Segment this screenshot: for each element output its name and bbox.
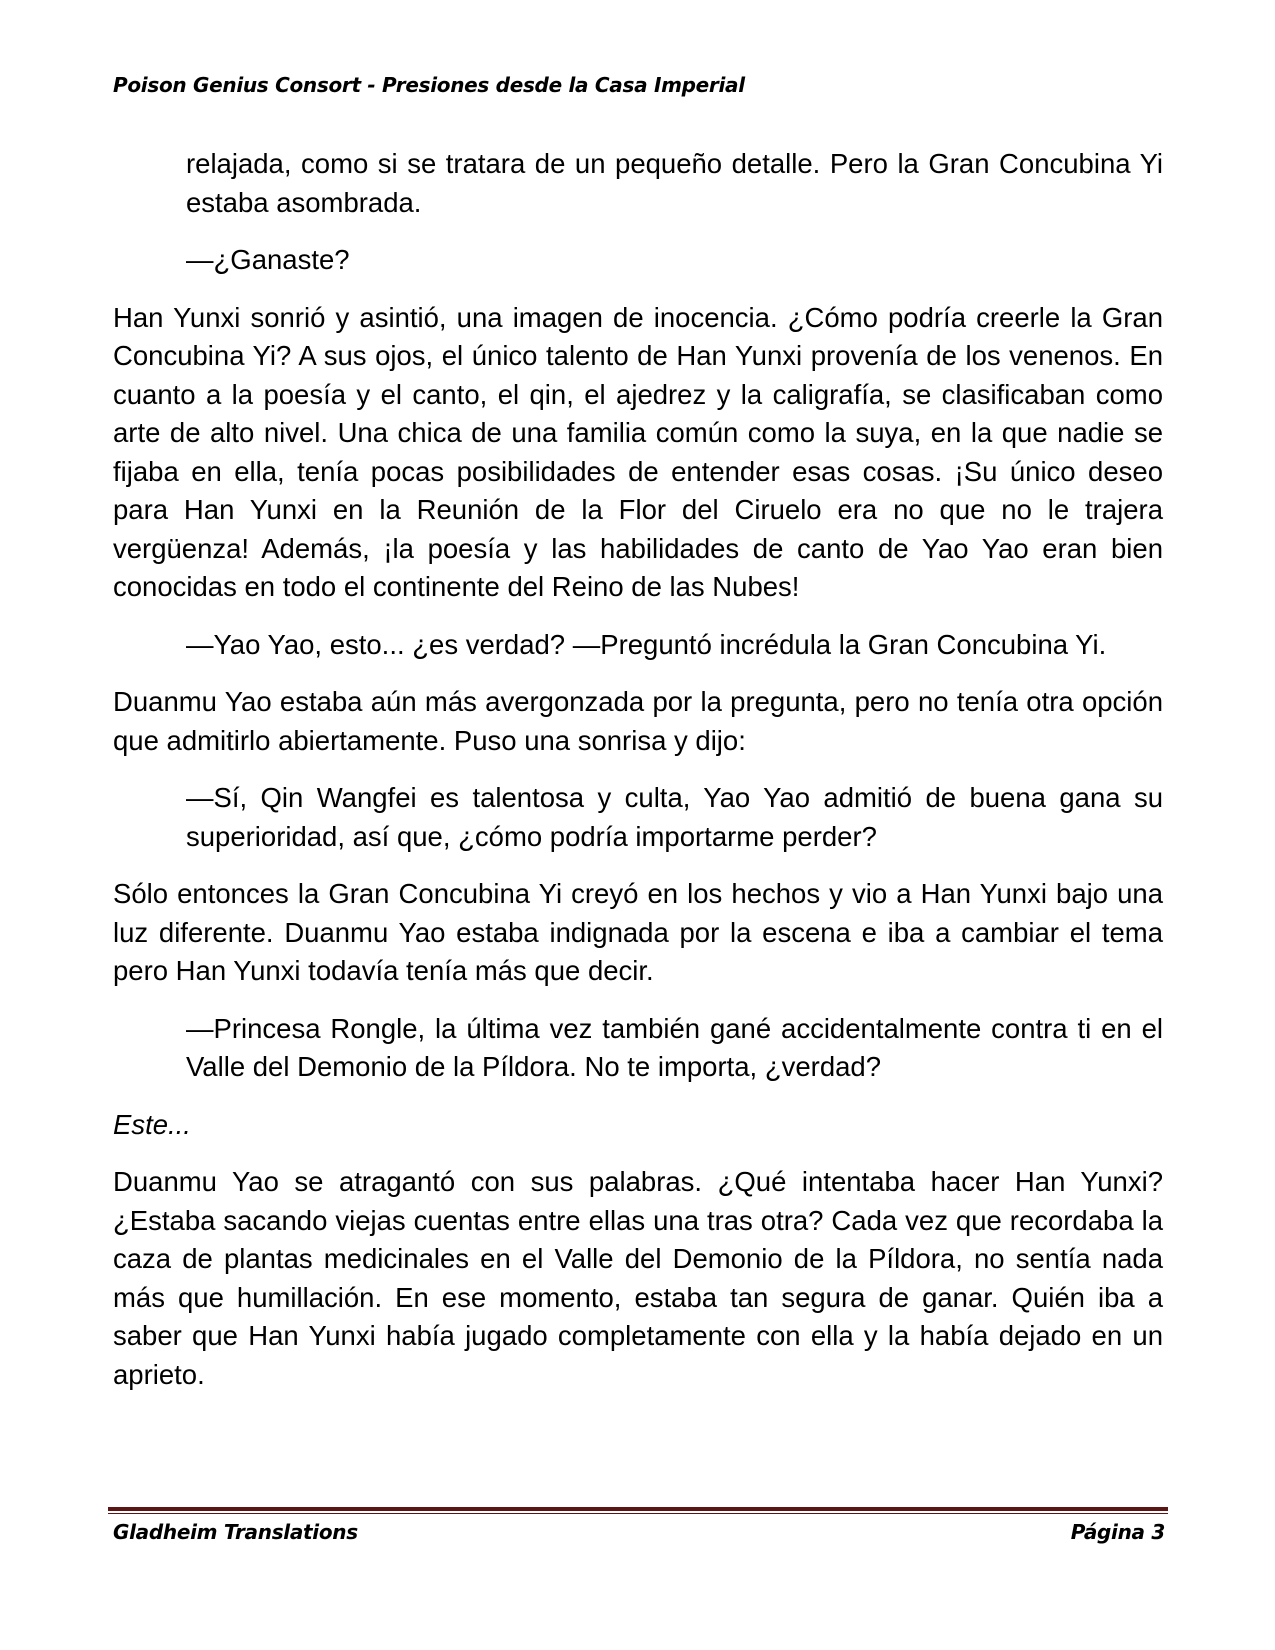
paragraph-continuation: relajada, como si se tratara de un pequeño detalle. Pero la Gran Concubina Yi estaba asombrada. <box>186 148 1163 218</box>
page-header-title: Poison Genius Consort - Presiones desde la Casa Imperial <box>113 73 745 97</box>
footer-translator: Gladheim Translations <box>113 1520 358 1544</box>
document-body <box>113 145 1163 1413</box>
dialogue-princesa-rongle: —Princesa Rongle, la última vez también gané accidentalmente contra ti en el Valle del Demonio de la Píldora. No te importa, ¿verdad? <box>186 1012 1163 1082</box>
footer-page-number: Página 3 <box>1070 1520 1165 1544</box>
paragraph-gran-concubina-believed: Sólo entonces la Gran Concubina Yi creyó en los hechos y vio a Han Yunxi bajo una luz diferente. Duanmu Yao estaba indignada por la escena e iba a cambiar el tema pero Han Yunxi todavía tenía más que decir. <box>113 878 1163 986</box>
dialogue-qin-wangfei: —Sí, Qin Wangfei es talentosa y culta, Yao Yao admitió de buena gana su superioridad, así que, ¿cómo podría importarme perder? <box>186 782 1163 852</box>
dialogue-yao-yao-question: —Yao Yao, esto... ¿es verdad? —Preguntó incrédula la Gran Concubina Yi. <box>186 628 1107 660</box>
paragraph-duanmu-ashamed: Duanmu Yao estaba aún más avergonzada por la pregunta, pero no tenía otra opción que admitirlo abiertamente. Puso una sonrisa y dijo: <box>113 686 1163 756</box>
footer-rule-thick <box>108 1507 1168 1511</box>
paragraph-duanmu-choked: Duanmu Yao se atragantó con sus palabras. ¿Qué intentaba hacer Han Yunxi? ¿Estaba sacando viejas cuentas entre ellas una tras otra? Cada vez que recordaba la caza de plantas medicinales en el Valle del Demonio de la Píldora, no sentía nada más que humillación. En ese momento, estaba tan segura de ganar. Quién iba a saber que Han Yunxi había jugado completamente con ella y la había dejado en un aprieto. <box>113 1166 1163 1390</box>
paragraph-han-yunxi-smiled: Han Yunxi sonrió y asintió, una imagen de inocencia. ¿Cómo podría creerle la Gran Concubina Yi? A sus ojos, el único talento de Han Yunxi provenía de los venenos. En cuanto a la poesía y el canto, el qin, el ajedrez y la caligrafía, se clasificaban como arte de alto nivel. Una chica de una familia común como la suya, en la que nadie se fijaba en ella, tenía pocas posibilidades de entender esas cosas. ¡Su único deseo para Han Yunxi en la Reunión de la Flor del Ciruelo era no que no le trajera vergüenza! Además, ¡la poesía y las habilidades de canto de Yao Yao eran bien conocidas en todo el continente del Reino de las Nubes! <box>113 301 1163 602</box>
paragraph-este: Este... <box>113 1108 191 1140</box>
dialogue-ganaste: —¿Ganaste? <box>186 244 350 275</box>
footer-rule-thin <box>108 1513 1168 1514</box>
